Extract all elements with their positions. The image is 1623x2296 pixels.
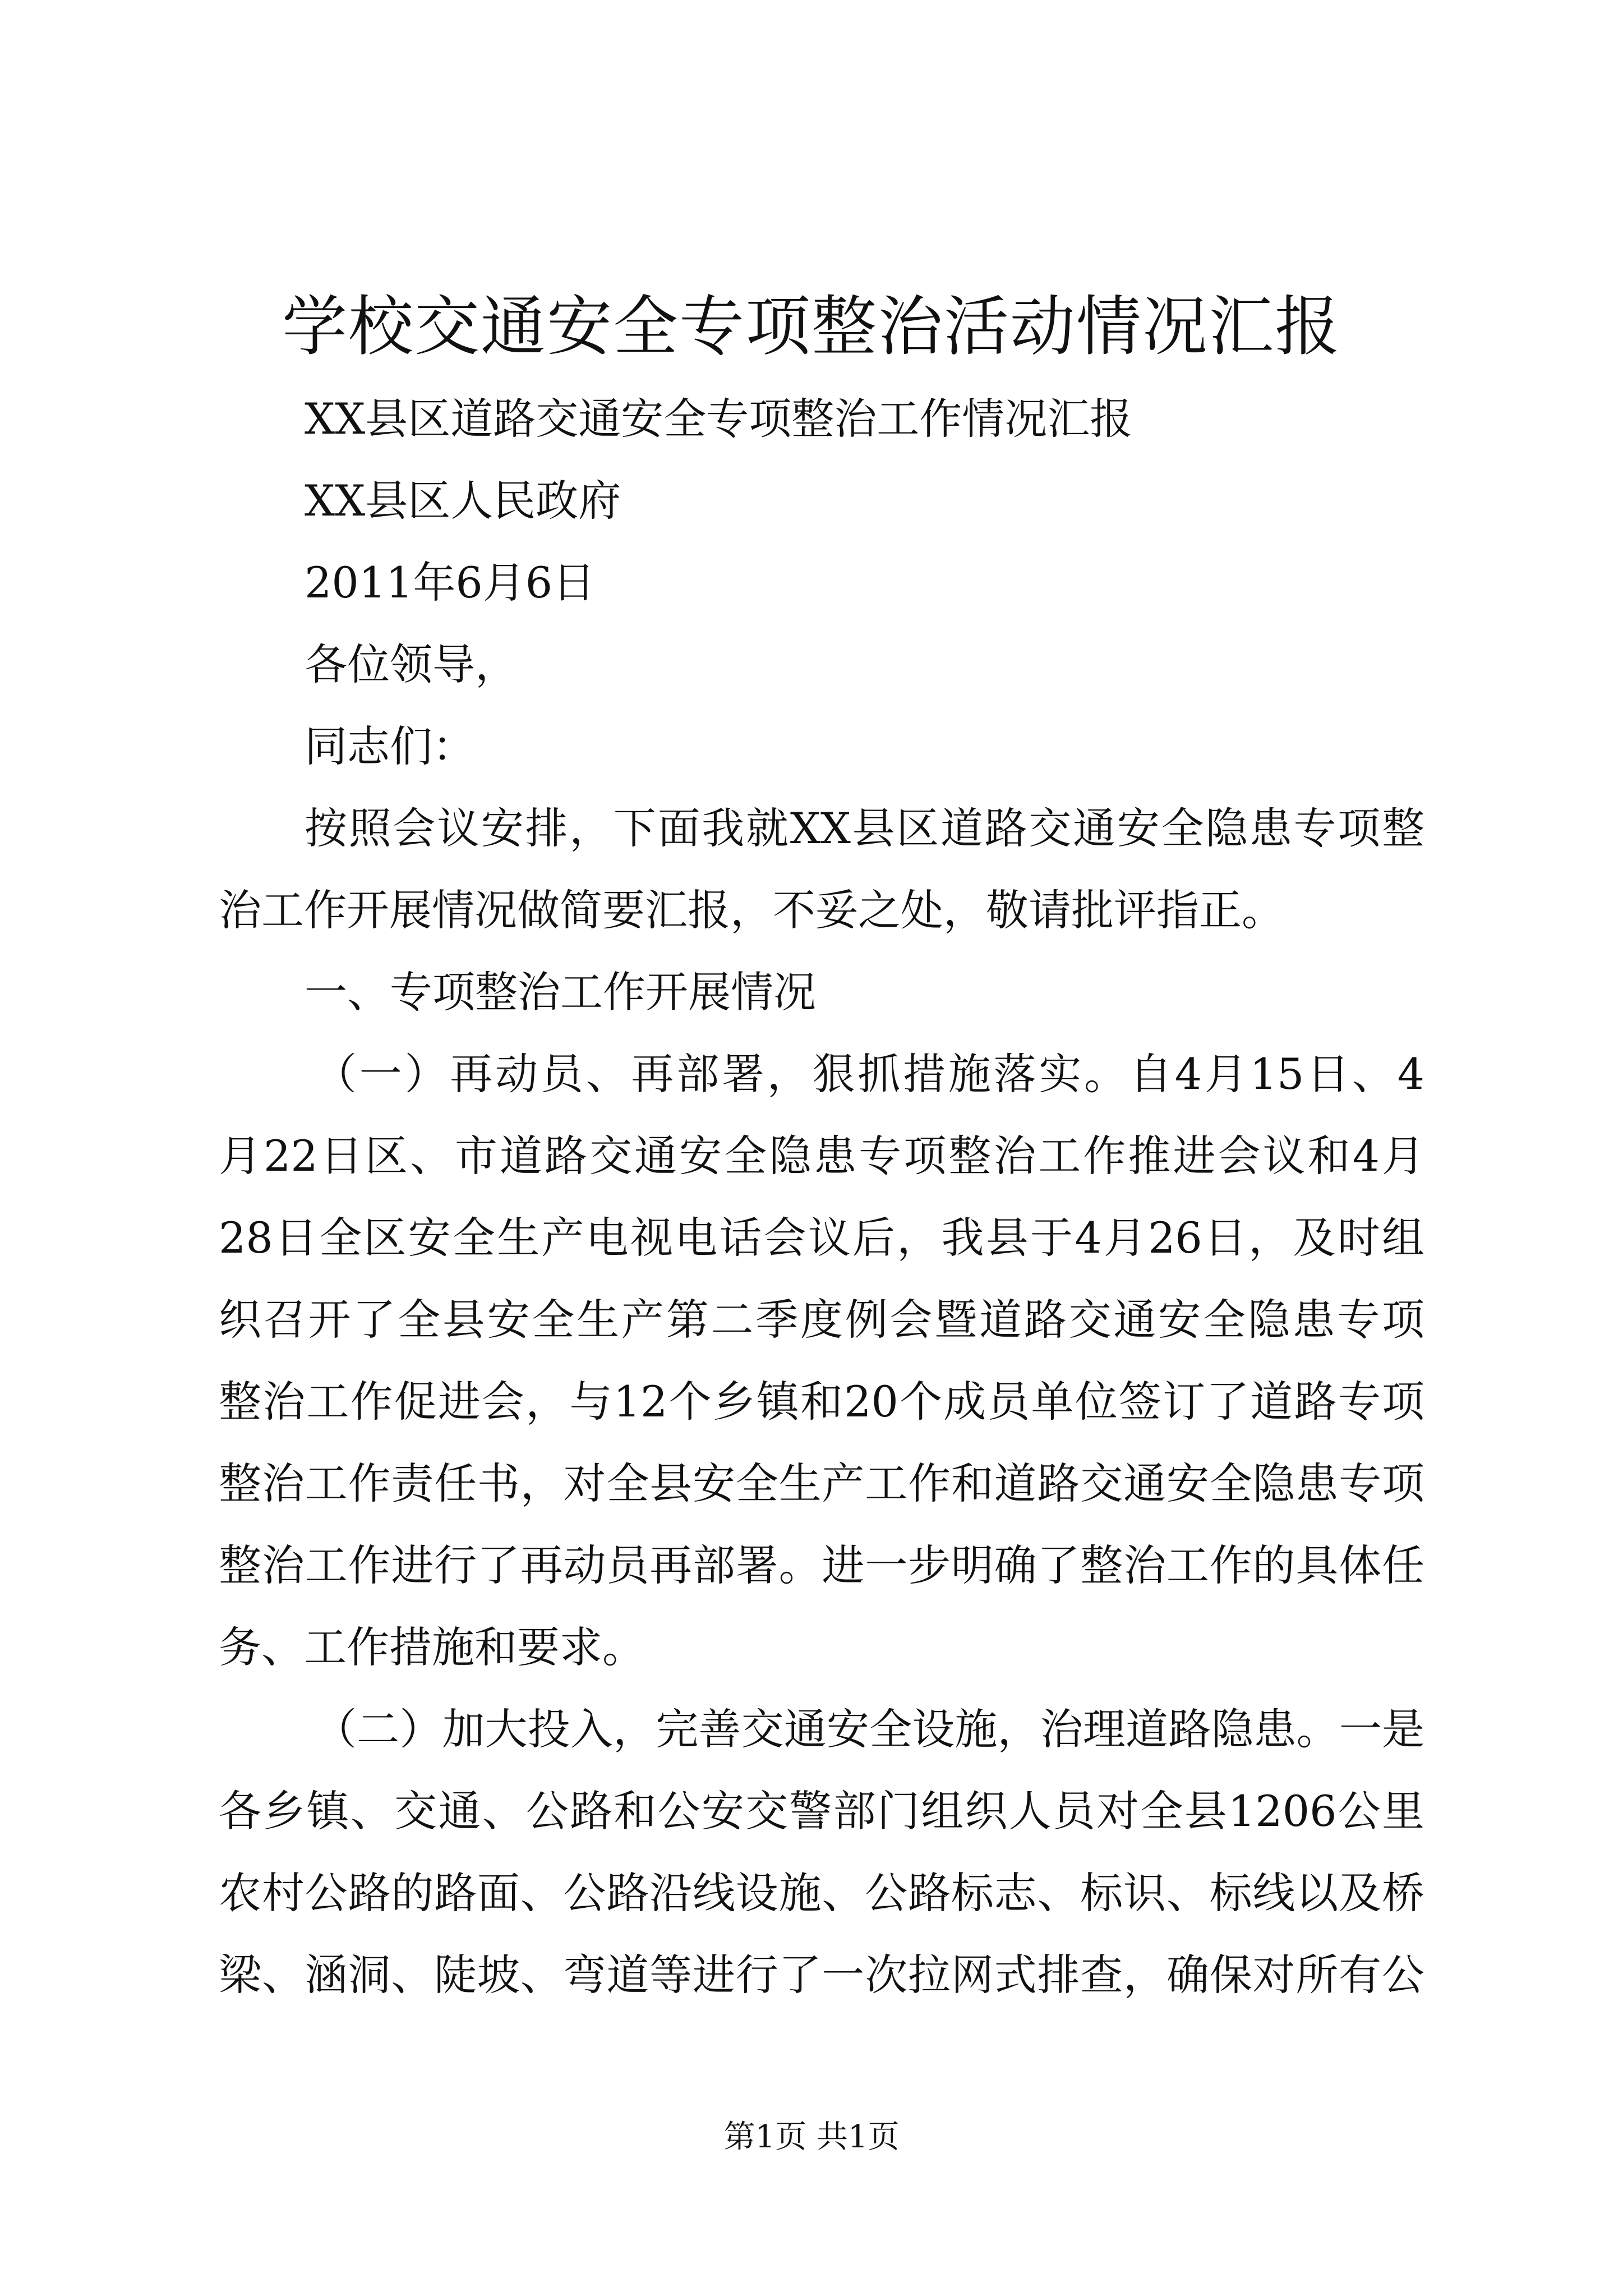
paragraph-line: 整治工作促进会，与12个乡镇和20个成员单位签订了道路专项: [219, 1377, 1424, 1427]
document-body: [219, 378, 1424, 2016]
paragraph-line: 务、工作措施和要求。: [219, 1622, 645, 1672]
paragraph-line: （一）再动员、再部署，狠抓措施落实。自4月15日、4: [314, 1049, 1424, 1099]
paragraph-line: 28日全区安全生产电视电话会议后，我县于4月26日，及时组: [219, 1213, 1424, 1263]
paragraph-line: （二）加大投入，完善交通安全设施，治理道路隐患。一是: [314, 1704, 1424, 1754]
paragraph-line: 整治工作进行了再动员再部署。进一步明确了整治工作的具体任: [219, 1540, 1424, 1590]
issuing-organization: XX县区人民政府: [305, 476, 621, 526]
paragraph-line: 整治工作责任书，对全县安全生产工作和道路交通安全隐患专项: [219, 1458, 1424, 1508]
document-title: 学校交通安全专项整治活动情况汇报: [282, 289, 1341, 365]
report-subtitle: XX县区道路交通安全专项整治工作情况汇报: [305, 394, 1133, 444]
page-footer: 第1页 共1页: [723, 2119, 900, 2155]
paragraph-line: 治工作开展情况做简要汇报，不妥之处，敬请批评指正。: [219, 885, 1284, 935]
paragraph-line: 月22日区、市道路交通安全隐患专项整治工作推进会议和4月: [219, 1131, 1424, 1181]
paragraph-line: 农村公路的路面、公路沿线设施、公路标志、标识、标线以及桥: [219, 1868, 1424, 1918]
paragraph-line: 各乡镇、交通、公路和公安交警部门组织人员对全县1206公里: [219, 1786, 1424, 1836]
paragraph-line: 按照会议安排，下面我就XX县区道路交通安全隐患专项整: [305, 803, 1424, 853]
paragraph-line: 织召开了全县安全生产第二季度例会暨道路交通安全隐患专项: [219, 1295, 1424, 1345]
section-heading: 一、专项整治工作开展情况: [305, 967, 816, 1017]
salutation-line-1: 各位领导，: [305, 639, 518, 689]
report-date: 2011年6月6日: [305, 558, 596, 608]
salutation-line-2: 同志们：: [305, 721, 475, 771]
paragraph-line: 梁、涵洞、陡坡、弯道等进行了一次拉网式排查，确保对所有公: [219, 1950, 1424, 2000]
